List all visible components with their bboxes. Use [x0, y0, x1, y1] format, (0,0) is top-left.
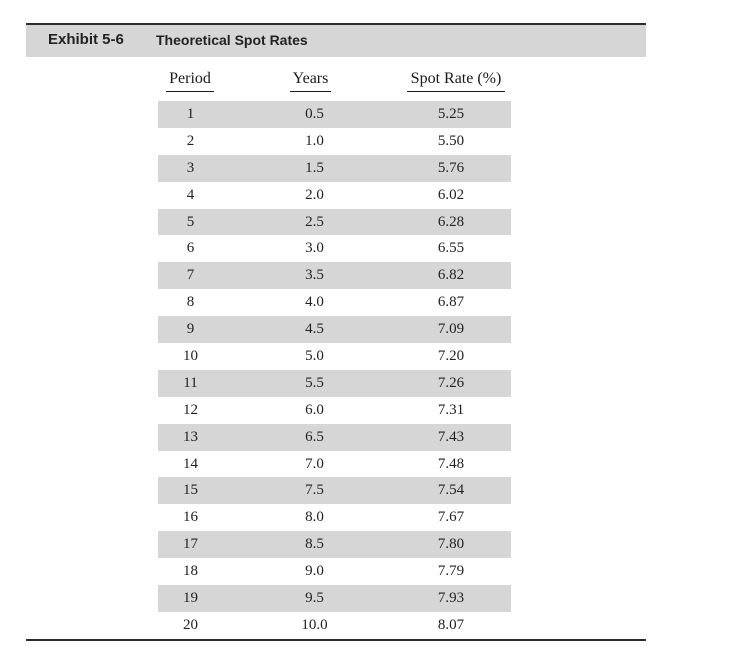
cell-period: 16 — [183, 509, 198, 526]
cell-period: 12 — [183, 401, 198, 418]
cell-years: 1.5 — [305, 159, 324, 176]
cell-spot-rate: 5.50 — [437, 132, 465, 149]
cell-spot-rate: 6.87 — [437, 294, 465, 311]
cell-spot-rate: 7.43 — [437, 428, 465, 445]
table-row — [158, 128, 511, 155]
cell-spot-rate: 6.28 — [437, 213, 465, 230]
cell-spot-rate: 6.55 — [437, 240, 465, 257]
table-row — [158, 155, 511, 182]
cell-period: 5 — [186, 213, 195, 230]
cell-period: 15 — [183, 482, 198, 499]
cell-period: 11 — [183, 374, 198, 391]
cell-years: 2.5 — [305, 213, 324, 230]
cell-years: 7.5 — [305, 482, 324, 499]
cell-period: 20 — [183, 616, 198, 633]
cell-years: 5.0 — [305, 348, 324, 365]
table-row — [158, 451, 511, 478]
cell-period: 1 — [186, 106, 195, 122]
cell-years: 0.5 — [305, 106, 324, 122]
exhibit-title: Theoretical Spot Rates — [156, 32, 308, 48]
cell-period: 2 — [186, 132, 195, 149]
table-row — [158, 612, 511, 639]
cell-spot-rate: 6.02 — [437, 186, 465, 203]
cell-years: 2.0 — [305, 186, 324, 203]
cell-period: 4 — [186, 186, 195, 203]
cell-years: 3.0 — [305, 240, 324, 257]
cell-spot-rate: 8.07 — [437, 616, 465, 633]
cell-spot-rate: 5.76 — [437, 159, 465, 176]
table-row — [158, 370, 511, 397]
cell-years: 4.0 — [305, 294, 324, 311]
table-row — [158, 343, 511, 370]
cell-years: 6.5 — [305, 428, 324, 445]
cell-years: 9.5 — [305, 590, 324, 607]
cell-years: 3.5 — [305, 267, 324, 284]
cell-period: 14 — [183, 455, 198, 472]
column-header-years: Years — [290, 70, 331, 92]
cell-spot-rate: 7.09 — [437, 321, 465, 338]
table-row — [158, 585, 511, 612]
cell-years: 5.5 — [305, 374, 324, 391]
cell-years: 4.5 — [305, 321, 324, 338]
cell-period: 19 — [183, 590, 198, 607]
cell-period: 9 — [186, 321, 195, 338]
table-row — [158, 424, 511, 451]
cell-spot-rate: 7.54 — [437, 482, 465, 499]
cell-period: 17 — [183, 536, 198, 553]
table-row — [158, 289, 511, 316]
table-row — [158, 316, 511, 343]
bottom-rule — [26, 639, 646, 641]
cell-years: 1.0 — [305, 132, 324, 149]
cell-spot-rate: 6.82 — [437, 267, 465, 284]
table-row — [158, 477, 511, 504]
table-row — [158, 504, 511, 531]
table-row — [158, 209, 511, 236]
cell-period: 13 — [183, 428, 198, 445]
cell-years: 8.0 — [305, 509, 324, 526]
column-header-period: Period — [166, 70, 214, 92]
cell-years: 9.0 — [305, 563, 324, 580]
table-row — [158, 397, 511, 424]
cell-spot-rate: 7.67 — [437, 509, 465, 526]
column-header-spot-rate: Spot Rate (%) — [407, 70, 505, 92]
exhibit-header — [26, 25, 646, 57]
cell-period: 7 — [186, 267, 195, 284]
cell-years: 7.0 — [305, 455, 324, 472]
table-row — [158, 558, 511, 585]
cell-period: 8 — [186, 294, 195, 311]
cell-years: 6.0 — [305, 401, 324, 418]
cell-years: 8.5 — [305, 536, 324, 553]
cell-spot-rate: 7.93 — [437, 590, 465, 607]
table-row — [158, 182, 511, 209]
cell-spot-rate: 7.79 — [437, 563, 465, 580]
table-row — [158, 101, 511, 128]
cell-spot-rate: 7.20 — [437, 348, 465, 365]
spot-rate-table-body — [158, 101, 511, 639]
cell-period: 3 — [186, 159, 195, 176]
cell-spot-rate: 7.80 — [437, 536, 465, 553]
table-row — [158, 235, 511, 262]
cell-period: 6 — [186, 240, 195, 257]
cell-years: 10.0 — [301, 616, 328, 633]
table-row — [158, 262, 511, 289]
cell-spot-rate: 7.31 — [437, 401, 465, 418]
cell-spot-rate: 7.26 — [437, 374, 465, 391]
table-row — [158, 531, 511, 558]
cell-period: 18 — [183, 563, 198, 580]
cell-period: 10 — [183, 348, 198, 365]
cell-spot-rate: 5.25 — [437, 106, 465, 122]
exhibit-label: Exhibit 5-6 — [48, 31, 124, 48]
cell-spot-rate: 7.48 — [437, 455, 465, 472]
